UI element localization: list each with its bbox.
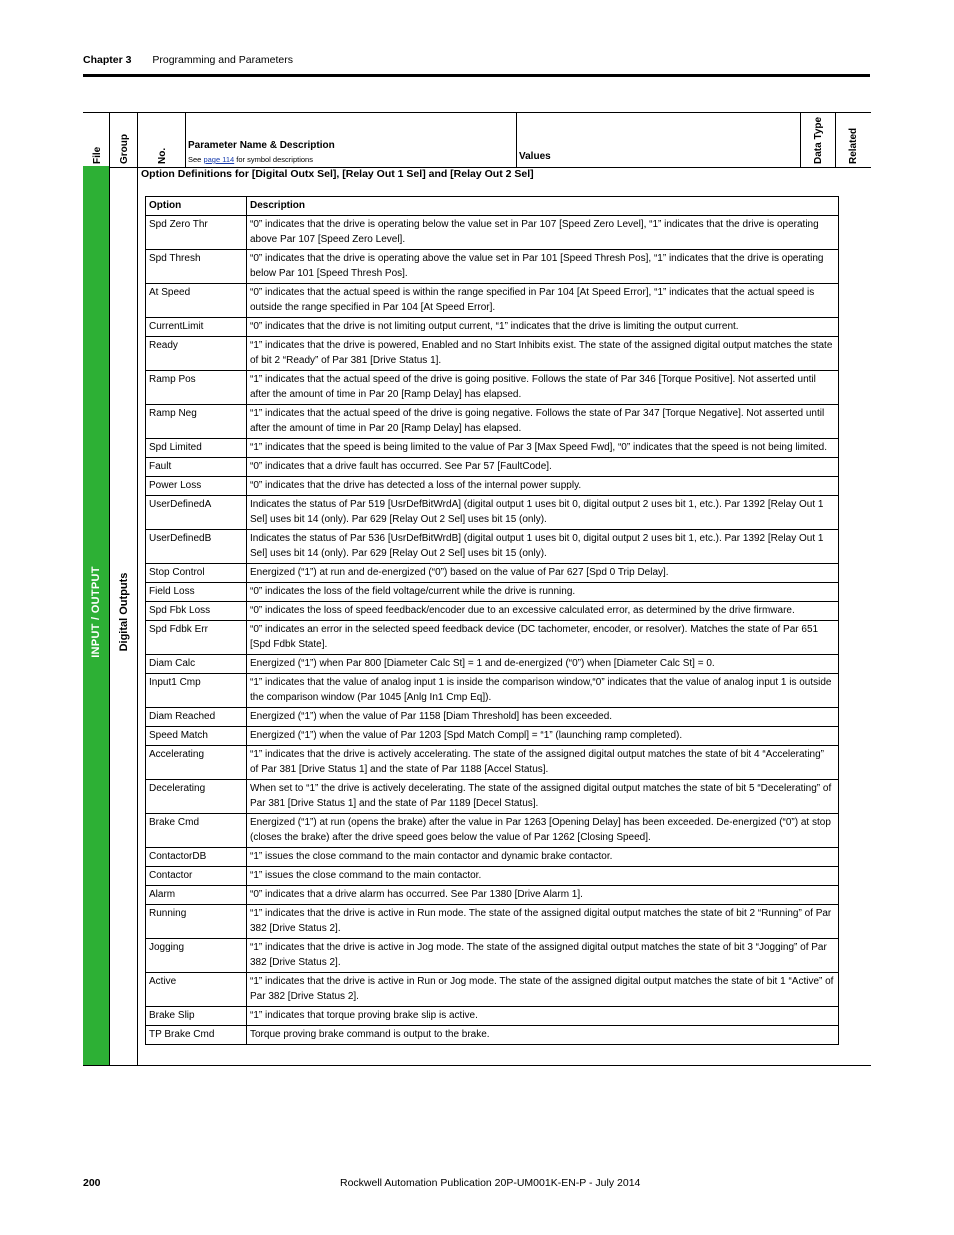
option-name: Active: [146, 973, 247, 1007]
file-band: [83, 166, 110, 1066]
option-description: “1” indicates that torque proving brake slip is active.: [247, 1007, 839, 1026]
header-rule: [83, 74, 870, 77]
option-description: Energized (“1”) when the value of Par 1203 [Spd Match Compl] = “1” (launching ramp completed).: [247, 727, 839, 746]
option-description: “1” indicates that the drive is active in Run or Jog mode. The state of the assigned digital output matches the state of bit 1 “Active” of Par 382 [Drive Status 2].: [247, 973, 839, 1007]
option-name: UserDefinedA: [146, 496, 247, 530]
option-description: “1” issues the close command to the main contactor and dynamic brake contactor.: [247, 848, 839, 867]
header-file: File: [92, 146, 103, 164]
option-name: Power Loss: [146, 477, 247, 496]
table-row: [146, 1007, 839, 1026]
option-description: “0” indicates that the actual speed is within the range specified in Par 104 [At Speed Error], “1” indicates that the actual speed is outside the range specified in Par 104 [At Speed Error].: [247, 284, 839, 318]
header-data-type: Data Type: [813, 116, 824, 164]
chapter-label: Chapter 3: [83, 54, 132, 66]
table-row: [146, 496, 839, 530]
header-name-title: Parameter Name & Description: [188, 140, 335, 151]
group-band: [110, 166, 138, 1066]
table-row: [146, 674, 839, 708]
option-name: Spd Limited: [146, 439, 247, 458]
option-description: When set to “1” the drive is actively decelerating. The state of the assigned digital output matches the state of bit 5 “Decelerating” of Par 381 [Drive Status 1] and the state of Par 1189 [Decel Status].: [247, 780, 839, 814]
table-row: [146, 371, 839, 405]
header-group: Group: [119, 134, 130, 164]
option-name: Spd Fdbk Err: [146, 621, 247, 655]
option-description: “0” indicates the loss of speed feedback/encoder due to an excessive calculated error, as determined by the drive firmware.: [247, 602, 839, 621]
option-description: “0” indicates that the drive is operating above the value set in Par 101 [Speed Thresh Pos], “1” indicates that the drive is operating below Par 101 [Speed Thresh Pos].: [247, 250, 839, 284]
header-no: No.: [157, 147, 168, 164]
table-row: [146, 655, 839, 674]
option-description: “0” indicates that the drive is operating below the value set in Par 107 [Speed Zero Level], “1” indicates that the drive is operating above Par 107 [Speed Zero Level].: [247, 216, 839, 250]
table-row: [146, 216, 839, 250]
option-name: ContactorDB: [146, 848, 247, 867]
option-name: CurrentLimit: [146, 318, 247, 337]
table-row: [146, 439, 839, 458]
option-name: TP Brake Cmd: [146, 1026, 247, 1045]
option-name: Jogging: [146, 939, 247, 973]
header-related-cell: [836, 113, 871, 167]
table-header-row: [83, 112, 871, 168]
options-body: [146, 216, 839, 1045]
table-row: [146, 318, 839, 337]
table-row: [146, 458, 839, 477]
option-description: “0” indicates that a drive fault has occurred. See Par 57 [FaultCode].: [247, 458, 839, 477]
table-row: [146, 746, 839, 780]
options-table: [145, 196, 839, 1045]
option-description: “0” indicates that the drive has detected a loss of the internal power supply.: [247, 477, 839, 496]
option-name: Contactor: [146, 867, 247, 886]
options-title: Option Definitions for [Digital Outx Sel], [Relay Out 1 Sel] and [Relay Out 2 Sel]: [141, 168, 534, 180]
option-name: Ramp Neg: [146, 405, 247, 439]
options-header-row: [146, 197, 839, 216]
table-row: [146, 477, 839, 496]
option-description: “1” indicates that the drive is active in Run mode. The state of the assigned digital output matches the state of bit 2 “Running” of Par 382 [Drive Status 2].: [247, 905, 839, 939]
subtitle-suffix: for symbol descriptions: [234, 155, 313, 164]
header-values: Values: [519, 151, 551, 162]
table-row: [146, 727, 839, 746]
option-name: Diam Calc: [146, 655, 247, 674]
option-description: “1” indicates that the actual speed of the drive is going negative. Follows the state of Par 347 [Torque Negative]. Not asserted until after the amount of time in Par 20 [Ramp Delay] has elapsed.: [247, 405, 839, 439]
symbol-page-link[interactable]: page 114: [203, 155, 235, 164]
table-row: [146, 973, 839, 1007]
table-row: [146, 780, 839, 814]
option-description: Indicates the status of Par 519 [UsrDefBitWrdA] (digital output 1 uses bit 0, digital output 2 uses bit 1, etc.). Par 1392 [Relay Out 1 Sel] uses bit 14 (only). Par 629 [Relay Out 2 Sel] uses bit 15 (only).: [247, 496, 839, 530]
header-related: Related: [848, 127, 859, 164]
option-description: “0” indicates an error in the selected speed feedback device (DC tachometer, encoder, or resolver). Matches the state of Par 651 [Spd Fdbk State].: [247, 621, 839, 655]
option-name: Diam Reached: [146, 708, 247, 727]
option-description: Torque proving brake command is output to the brake.: [247, 1026, 839, 1045]
header-no-cell: [138, 113, 186, 167]
table-row: [146, 708, 839, 727]
header-name-subtitle: [188, 155, 313, 164]
table-row: [146, 583, 839, 602]
option-name: Field Loss: [146, 583, 247, 602]
publication-info: Rockwell Automation Publication 20P-UM001K-EN-P - July 2014: [340, 1177, 641, 1189]
parameter-table: [83, 112, 871, 1066]
option-description: Energized (“1”) at run (opens the brake) after the value in Par 1263 [Opening Delay] has been exceeded. De-energized (“0”) at stop (closes the brake) after the drive speed goes below the value of Par 1262 [Closing Speed].: [247, 814, 839, 848]
table-row: [146, 939, 839, 973]
table-row: [146, 530, 839, 564]
option-name: Speed Match: [146, 727, 247, 746]
option-name: At Speed: [146, 284, 247, 318]
option-description: Energized (“1”) when the value of Par 1158 [Diam Threshold] has been exceeded.: [247, 708, 839, 727]
option-description: “0” indicates that a drive alarm has occurred. See Par 1380 [Drive Alarm 1].: [247, 886, 839, 905]
option-name: Fault: [146, 458, 247, 477]
option-description: “1” issues the close command to the main contactor.: [247, 867, 839, 886]
option-name: Ready: [146, 337, 247, 371]
option-column-header: Option: [146, 197, 247, 216]
option-description: Energized (“1”) at run and de-energized (“0”) based on the value of Par 627 [Spd 0 Trip Delay].: [247, 564, 839, 583]
table-row: [146, 284, 839, 318]
option-name: Decelerating: [146, 780, 247, 814]
table-row: [146, 867, 839, 886]
option-name: Spd Zero Thr: [146, 216, 247, 250]
table-row: [146, 337, 839, 371]
table-row: [146, 848, 839, 867]
table-row: [146, 814, 839, 848]
page-number: 200: [83, 1177, 101, 1189]
option-description: “1” indicates that the value of analog input 1 is inside the comparison window,“0” indicates that the value of analog input 1 is outside the comparison window (Par 1045 [Anlg In1 Cmp Eq]).: [247, 674, 839, 708]
option-name: Alarm: [146, 886, 247, 905]
section-label: Programming and Parameters: [152, 54, 294, 66]
table-row: [146, 621, 839, 655]
option-description: “1” indicates that the drive is active in Jog mode. The state of the assigned digital output matches the state of bit 3 “Jogging” of Par 382 [Drive Status 2].: [247, 939, 839, 973]
option-description: Indicates the status of Par 536 [UsrDefBitWrdB] (digital output 1 uses bit 0, digital output 2 uses bit 1, etc.). Par 1392 [Relay Out 1 Sel] uses bit 14 (only). Par 629 [Relay Out 2 Sel] uses bit 15 (only).: [247, 530, 839, 564]
page-header: [83, 54, 293, 66]
table-row: [146, 1026, 839, 1045]
option-name: Spd Thresh: [146, 250, 247, 284]
option-name: Brake Cmd: [146, 814, 247, 848]
option-description: “1” indicates that the speed is being limited to the value of Par 3 [Max Speed Fwd], “0” indicates that the speed is not being limited.: [247, 439, 839, 458]
option-name: Spd Fbk Loss: [146, 602, 247, 621]
option-name: Stop Control: [146, 564, 247, 583]
group-label: Digital Outputs: [118, 572, 130, 652]
header-file-cell: [83, 113, 110, 167]
header-name-cell: [186, 113, 517, 167]
table-row: [146, 564, 839, 583]
option-description: Energized (“1”) when Par 800 [Diameter Calc St] = 1 and de-energized (“0”) when [Diameter Calc St] = 0.: [247, 655, 839, 674]
header-data-type-cell: [801, 113, 836, 167]
header-group-cell: [110, 113, 138, 167]
table-row: [146, 905, 839, 939]
option-name: Accelerating: [146, 746, 247, 780]
option-name: Input1 Cmp: [146, 674, 247, 708]
description-column-header: Description: [247, 197, 839, 216]
option-description: “0” indicates the loss of the field voltage/current while the drive is running.: [247, 583, 839, 602]
option-name: UserDefinedB: [146, 530, 247, 564]
option-description: “1” indicates that the drive is actively accelerating. The state of the assigned digital output matches the state of bit 4 “Accelerating” of Par 381 [Drive Status 1] and the state of Par 1188 [Accel Status].: [247, 746, 839, 780]
file-label: INPUT / OUTPUT: [90, 566, 102, 658]
table-row: [146, 250, 839, 284]
option-description: “1” indicates that the actual speed of the drive is going positive. Follows the state of Par 346 [Torque Positive]. Not asserted until after the amount of time in Par 20 [Ramp Delay] has elapsed.: [247, 371, 839, 405]
table-row: [146, 602, 839, 621]
option-name: Ramp Pos: [146, 371, 247, 405]
option-description: “1” indicates that the drive is powered, Enabled and no Start Inhibits exist. The state of the assigned digital output matches the state of bit 2 “Ready” of Par 381 [Drive Status 1].: [247, 337, 839, 371]
subtitle-prefix: See: [188, 155, 204, 164]
option-name: Brake Slip: [146, 1007, 247, 1026]
option-description: “0” indicates that the drive is not limiting output current, “1” indicates that the drive is limiting the output current.: [247, 318, 839, 337]
content-cell: [138, 166, 871, 1066]
table-row: [146, 886, 839, 905]
option-name: Running: [146, 905, 247, 939]
table-row: [146, 405, 839, 439]
header-values-cell: [517, 113, 801, 167]
